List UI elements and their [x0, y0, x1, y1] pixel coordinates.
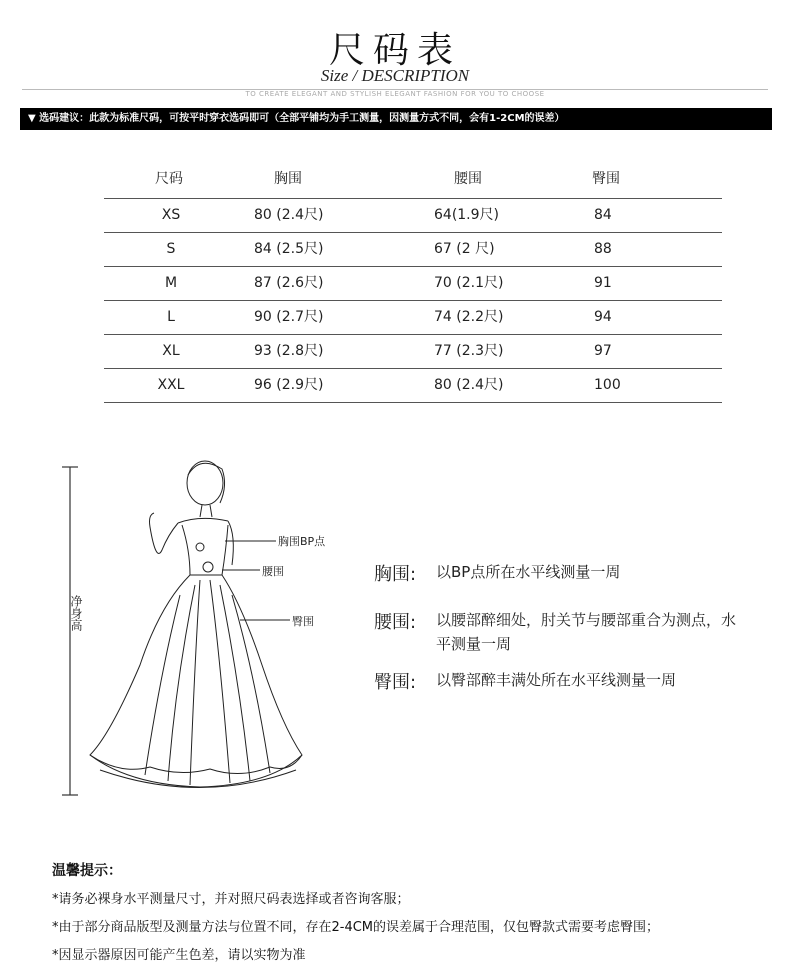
size-advice-banner: ▼ 选码建议：此款为标准尺码，可按平时穿衣选码即可（全部平铺均为手工测量，因测量方式不同，会有1-2CM的误差） [20, 108, 772, 130]
cell-hip: 84 [594, 207, 612, 223]
cell-waist: 67 (2 尺) [434, 241, 495, 257]
tagline [0, 90, 790, 98]
measurement-waist [374, 608, 736, 656]
cell-hip: 97 [594, 343, 612, 359]
cell-waist: 80 (2.4尺) [434, 377, 504, 393]
measurement-key: 臀围: [374, 672, 417, 693]
waist-label: 腰围 [262, 565, 284, 578]
tips-title: 温馨提示： [52, 863, 122, 879]
page-subtitle: Size / DESCRIPTION [320, 66, 470, 85]
cell-bust: 93 (2.8尺) [254, 343, 324, 359]
bp-point-label: 胸围BP点 [278, 535, 326, 548]
gown-sketch-illustration [50, 455, 350, 815]
measurement-key: 腰围: [374, 612, 417, 633]
tips-section [52, 860, 659, 972]
page-title: 尺码表 [328, 30, 461, 71]
cell-bust: 90 (2.7尺) [254, 309, 324, 325]
measurement-desc: 以BP点所在水平线测量一周 [436, 563, 621, 581]
header-waist: 腰围 [454, 171, 482, 187]
cell-bust: 80 (2.4尺) [254, 207, 324, 223]
cell-bust: 87 (2.6尺) [254, 275, 324, 291]
tip-line: *由于部分商品版型及测量方法与位置不同，存在2-4CM的误差属于合理范围，仅包臀款式需要考虑臀围； [52, 920, 660, 935]
cell-waist: 74 (2.2尺) [434, 309, 504, 325]
table-row [104, 334, 722, 368]
height-label: 净身高 [69, 595, 83, 631]
size-table [104, 168, 722, 403]
cell-size: XS [161, 207, 181, 223]
header-size: 尺码 [155, 171, 183, 187]
measurement-desc: 以臀部醉丰满处所在水平线测量一周 [436, 671, 677, 689]
cell-size: S [166, 241, 176, 257]
table-row [104, 300, 722, 334]
tip-line: *请务必裸身水平测量尺寸，并对照尺码表选择或者咨询客服； [52, 892, 410, 907]
height-ruler [62, 467, 78, 795]
cell-size: XL [162, 343, 180, 359]
table-row [104, 368, 722, 403]
cell-bust: 84 (2.5尺) [254, 241, 324, 257]
table-row [104, 198, 722, 232]
measurement-bust [374, 560, 736, 586]
cell-size: L [167, 309, 175, 325]
table-header [104, 168, 722, 198]
cell-size: M [164, 275, 178, 291]
measurement-hip [374, 668, 736, 694]
tagline-text: TO CREATE ELEGANT AND STYLISH ELEGANT FASHION FOR YOU TO CHOOSE [241, 90, 548, 98]
cell-hip: 100 [594, 377, 621, 393]
cell-waist: 64(1.9尺) [434, 207, 500, 223]
table-row [104, 232, 722, 266]
hip-label: 臀围 [292, 615, 314, 628]
cell-size: XXL [157, 377, 185, 393]
tip-line: *因显示器原因可能产生色差，请以实物为准 [52, 948, 306, 963]
cell-waist: 77 (2.3尺) [434, 343, 504, 359]
header-hip: 臀围 [592, 171, 620, 187]
measurement-key: 胸围: [374, 564, 417, 585]
table-row [104, 266, 722, 300]
dress-outline [90, 461, 302, 788]
cell-waist: 70 (2.1尺) [434, 275, 504, 291]
header-bust: 胸围 [274, 171, 302, 187]
measurement-desc: 以腰部醉细处，肘关节与腰部重合为测点，水平测量一周 [436, 611, 737, 653]
cell-hip: 94 [594, 309, 612, 325]
cell-hip: 91 [594, 275, 612, 291]
cell-hip: 88 [594, 241, 612, 257]
cell-bust: 96 (2.9尺) [254, 377, 324, 393]
